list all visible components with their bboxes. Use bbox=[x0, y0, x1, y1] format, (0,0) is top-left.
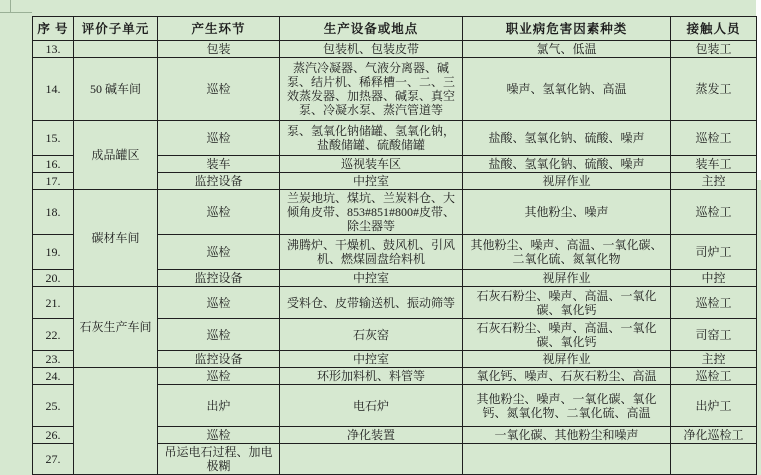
cell-location: 包装机、包装皮带 bbox=[280, 41, 463, 58]
col-header-stage: 产生环节 bbox=[158, 17, 280, 41]
cell-stage: 监控设备 bbox=[158, 173, 280, 190]
cell-location: 石灰窑 bbox=[280, 319, 463, 351]
cell-stage: 巡检 bbox=[158, 190, 280, 235]
cell-location: 中控室 bbox=[280, 270, 463, 287]
sheet-gridline-vertical bbox=[10, 0, 11, 12]
table-row bbox=[33, 287, 757, 319]
cell-hazards bbox=[463, 444, 671, 475]
cell-personnel: 巡检工 bbox=[671, 287, 757, 319]
cell-personnel: 净化巡检工 bbox=[671, 427, 757, 444]
cell-personnel: 包装工 bbox=[671, 41, 757, 58]
cell-hazards: 视屏作业 bbox=[463, 351, 671, 368]
cell-personnel: 装车工 bbox=[671, 156, 757, 173]
table-row bbox=[33, 41, 757, 58]
col-header-location: 生产设备或地点 bbox=[280, 17, 463, 41]
cell-location: 净化装置 bbox=[280, 427, 463, 444]
cell-location: 巡视装车区 bbox=[280, 156, 463, 173]
cell-location: 泵、氢氧化钠储罐、氢氧化钠，盐酸储罐、硫酸储罐 bbox=[280, 121, 463, 156]
cell-hazards: 石灰石粉尘、噪声、高温、一氧化碳、氧化钙 bbox=[463, 319, 671, 351]
cell-hazards: 视屏作业 bbox=[463, 270, 671, 287]
hazard-factors-table bbox=[32, 16, 757, 475]
cell-subunit bbox=[74, 41, 158, 58]
cell-location: 沸腾炉、干燥机、鼓风机、引风机、燃煤圆盘给料机 bbox=[280, 235, 463, 270]
cell-subunit: 石灰生产车间 bbox=[74, 287, 158, 368]
cell-stage: 监控设备 bbox=[158, 270, 280, 287]
table-row bbox=[33, 190, 757, 235]
col-header-personnel: 接触人员 bbox=[671, 17, 757, 41]
cell-personnel: 中控 bbox=[671, 270, 757, 287]
cell-stage: 监控设备 bbox=[158, 351, 280, 368]
cell-personnel: 司炉工 bbox=[671, 235, 757, 270]
cell-personnel: 巡检工 bbox=[671, 368, 757, 385]
cell-stage: 巡检 bbox=[158, 58, 280, 121]
header-row bbox=[33, 17, 757, 41]
cell-location: 兰炭地坑、煤坑、兰炭料仓、大倾角皮带、853#851#800#皮带、除尘器等 bbox=[280, 190, 463, 235]
cell-stage: 巡检 bbox=[158, 235, 280, 270]
cell-personnel bbox=[671, 444, 757, 475]
cell-stage: 吊运电石过程、加电极糊 bbox=[158, 444, 280, 475]
cell-hazards: 视屏作业 bbox=[463, 173, 671, 190]
cell-serial: 20. bbox=[33, 270, 74, 287]
cell-hazards: 盐酸、氢氧化钠、硫酸、噪声 bbox=[463, 156, 671, 173]
cell-subunit bbox=[74, 368, 158, 475]
cell-subunit: 成品罐区 bbox=[74, 121, 158, 190]
cell-personnel: 主控 bbox=[671, 173, 757, 190]
cell-personnel: 出炉工 bbox=[671, 385, 757, 427]
cell-serial: 25. bbox=[33, 385, 74, 427]
cell-stage: 装车 bbox=[158, 156, 280, 173]
table-row bbox=[33, 58, 757, 121]
cell-serial: 23. bbox=[33, 351, 74, 368]
cell-hazards: 氧化钙、噪声、石灰石粉尘、高温 bbox=[463, 368, 671, 385]
cell-serial: 18. bbox=[33, 190, 74, 235]
cell-location: 受料仓、皮带输送机、振动筛等 bbox=[280, 287, 463, 319]
cell-serial: 14. bbox=[33, 58, 74, 121]
col-header-subunit: 评价子单元 bbox=[74, 17, 158, 41]
cell-serial: 15. bbox=[33, 121, 74, 156]
cell-personnel: 巡检工 bbox=[671, 190, 757, 235]
cell-stage: 巡检 bbox=[158, 427, 280, 444]
cell-serial: 13. bbox=[33, 41, 74, 58]
table-row bbox=[33, 121, 757, 156]
cell-hazards: 噪声、氢氧化钠、高温 bbox=[463, 58, 671, 121]
col-header-hazards: 职业病危害因素种类 bbox=[463, 17, 671, 41]
cell-hazards: 其他粉尘、噪声、一氧化碳、氧化钙、氮氧化物、二氧化硫、高温 bbox=[463, 385, 671, 427]
cell-serial: 17. bbox=[33, 173, 74, 190]
col-header-serial: 序 号 bbox=[33, 17, 74, 41]
table-row bbox=[33, 368, 757, 385]
cell-serial: 22. bbox=[33, 319, 74, 351]
cell-serial: 27. bbox=[33, 444, 74, 475]
cell-stage: 包装 bbox=[158, 41, 280, 58]
cell-location: 电石炉 bbox=[280, 385, 463, 427]
cell-hazards: 其他粉尘、噪声 bbox=[463, 190, 671, 235]
cell-stage: 巡检 bbox=[158, 368, 280, 385]
cell-subunit: 碳材车间 bbox=[74, 190, 158, 287]
cell-serial: 21. bbox=[33, 287, 74, 319]
cell-hazards: 氯气、低温 bbox=[463, 41, 671, 58]
cell-location: 环形加料机、料管等 bbox=[280, 368, 463, 385]
cell-hazards: 一氧化碳、其他粉尘和噪声 bbox=[463, 427, 671, 444]
cell-personnel: 主控 bbox=[671, 351, 757, 368]
cell-subunit: 50 碱车间 bbox=[74, 58, 158, 121]
cell-hazards: 盐酸、氢氧化钠、硫酸、噪声 bbox=[463, 121, 671, 156]
cell-stage: 巡检 bbox=[158, 287, 280, 319]
cell-location: 中控室 bbox=[280, 351, 463, 368]
cell-serial: 16. bbox=[33, 156, 74, 173]
cell-location: 蒸汽冷凝器、气液分离器、碱泵、结片机、稀释槽一、二、三效蒸发器、加热器、碱泵、真空泵、冷凝水泵、蒸汽管道等 bbox=[280, 58, 463, 121]
cell-stage: 巡检 bbox=[158, 319, 280, 351]
sheet-gridline-horizontal bbox=[0, 12, 32, 13]
cell-personnel: 司窑工 bbox=[671, 319, 757, 351]
cell-hazards: 石灰石粉尘、噪声、高温、一氧化碳、氧化钙 bbox=[463, 287, 671, 319]
cell-location bbox=[280, 444, 463, 475]
cell-stage: 巡检 bbox=[158, 121, 280, 156]
cell-hazards: 其他粉尘、噪声、高温、一氧化碳、二氧化硫、氮氧化物 bbox=[463, 235, 671, 270]
cell-stage: 出炉 bbox=[158, 385, 280, 427]
cell-serial: 19. bbox=[33, 235, 74, 270]
cell-personnel: 巡检工 bbox=[671, 121, 757, 156]
cell-personnel: 蒸发工 bbox=[671, 58, 757, 121]
cell-serial: 24. bbox=[33, 368, 74, 385]
cell-location: 中控室 bbox=[280, 173, 463, 190]
cell-serial: 26. bbox=[33, 427, 74, 444]
